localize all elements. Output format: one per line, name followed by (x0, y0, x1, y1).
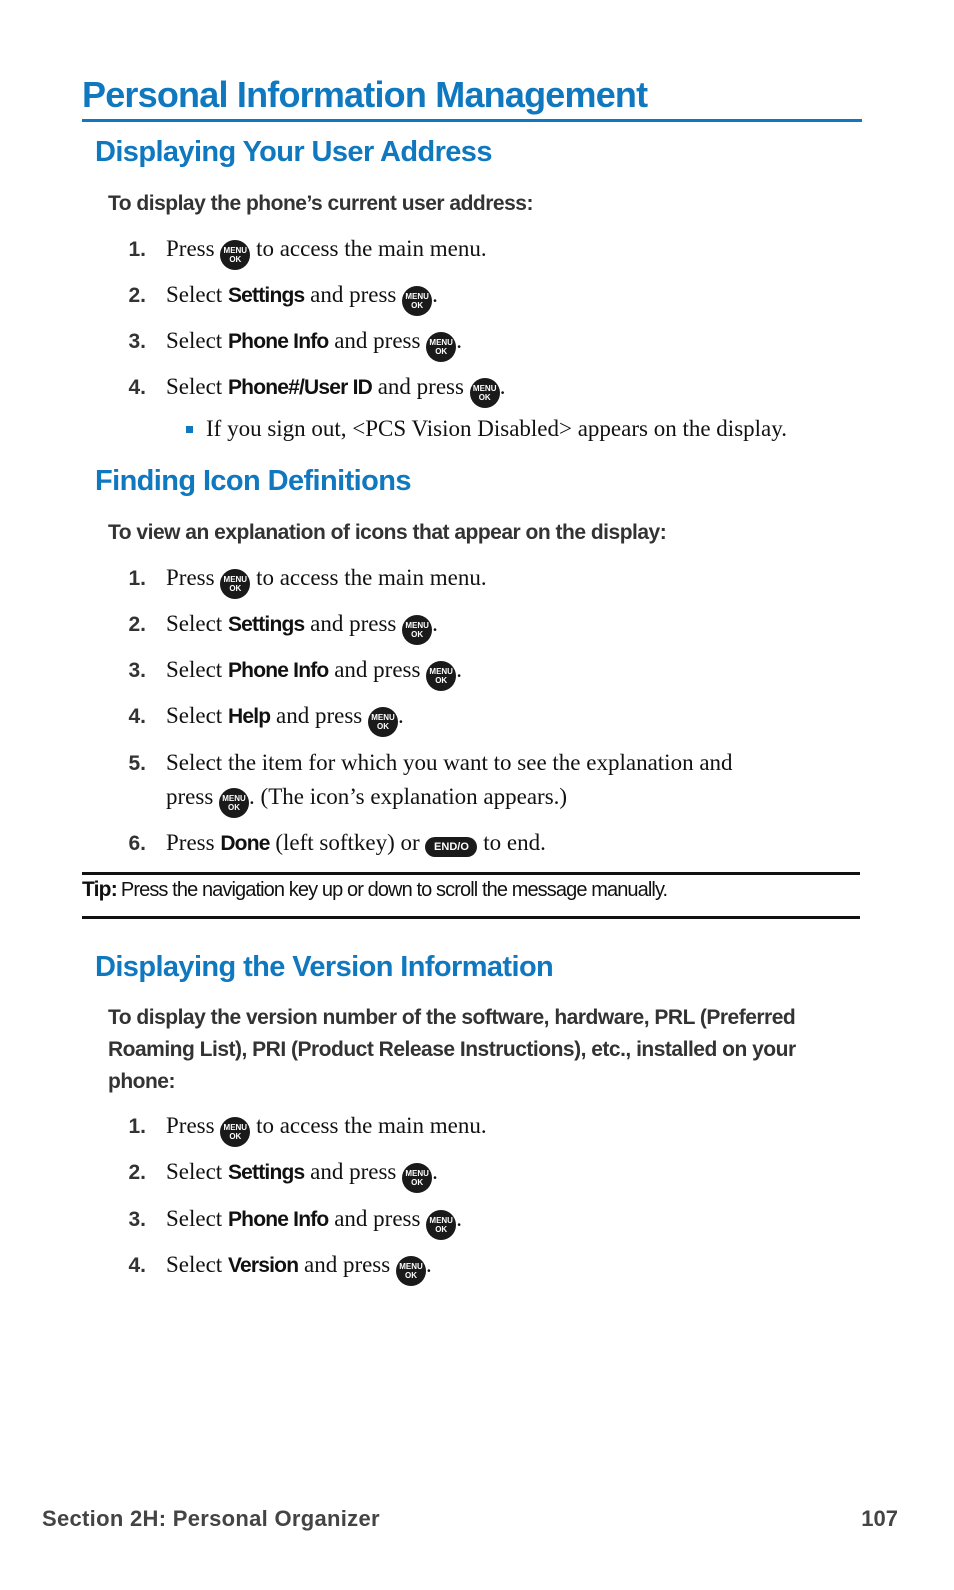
step-item (120, 1155, 850, 1191)
menu-keyword: Settings (227, 613, 305, 636)
step-text: Select Settings and press MENU OK . (166, 1155, 856, 1193)
menu-keyword: Phone Info (227, 330, 329, 353)
step-number: 2. (128, 613, 146, 636)
step-number: 5. (128, 752, 146, 775)
step-item (120, 1202, 850, 1238)
step-text: Select Phone#/User ID and press MENU OK . (166, 370, 856, 408)
step-number: 4. (128, 705, 146, 728)
step-number: 2. (128, 1161, 146, 1184)
step-item (120, 278, 850, 314)
menu-keyword: Help (227, 705, 271, 728)
footer-section-label: Section 2H: Personal Organizer (42, 1506, 380, 1531)
menu-ok-key-icon: MENU OK (220, 240, 250, 270)
step-number: 3. (128, 1208, 146, 1231)
title-underline (82, 119, 862, 122)
end-key-icon: END/O (425, 837, 477, 857)
menu-ok-key-icon: MENU OK (402, 615, 432, 645)
menu-keyword: Phone Info (227, 1208, 329, 1231)
step-item (120, 653, 850, 689)
step-text: Press Done (left softkey) or END/O to end. (166, 830, 546, 855)
step-item (120, 1248, 850, 1284)
softkey-keyword: Done (220, 832, 270, 855)
section-title-version: Displaying the Version Information (95, 951, 554, 983)
menu-keyword: Settings (227, 1161, 305, 1184)
step-item (120, 1109, 850, 1145)
tip-top-rule (82, 872, 860, 875)
menu-keyword: Settings (227, 284, 305, 307)
step-number: 3. (128, 330, 146, 353)
section-intro-icon-definitions: To view an explanation of icons that appear on the display: (108, 521, 667, 544)
menu-ok-key-icon: MENU OK (368, 707, 398, 737)
tip-text: Press the navigation key up or down to scroll the message manually. (120, 879, 668, 901)
menu-ok-key-icon: MENU OK (220, 1117, 250, 1147)
step-number: 2. (128, 284, 146, 307)
bullet-note (186, 414, 886, 444)
step-text: Select Phone Info and press MENU OK . (166, 324, 856, 362)
step-item (120, 607, 850, 643)
step-text: Select Version and press MENU OK . (166, 1248, 856, 1286)
step-text: Select Phone Info and press MENU OK . (166, 653, 856, 691)
menu-ok-key-icon: MENU OK (470, 378, 500, 408)
step-number: 1. (128, 238, 146, 261)
step-item (120, 826, 850, 862)
tip-box (82, 878, 860, 902)
step-item (120, 746, 850, 816)
menu-ok-key-icon: MENU OK (396, 1256, 426, 1286)
step-item (120, 324, 850, 360)
step-text: Press MENU OK to access the main menu. (166, 232, 856, 270)
step-number: 4. (128, 376, 146, 399)
step-number: 3. (128, 659, 146, 682)
menu-keyword: Version (227, 1254, 299, 1277)
step-item (120, 232, 850, 268)
section-intro-version: To display the version number of the software, hardware, PRL (Preferred Roaming List), PRI (Product Release Instructions), etc., installed on your phone: (108, 1006, 796, 1093)
menu-ok-key-icon: MENU OK (402, 286, 432, 316)
step-text: Select Help and press MENU OK . (166, 699, 856, 737)
menu-ok-key-icon: MENU OK (219, 788, 249, 818)
step-text: Press MENU OK to access the main menu. (166, 1109, 856, 1147)
page-title: Personal Information Management (82, 74, 648, 115)
step-text: Select Phone Info and press MENU OK . (166, 1202, 856, 1240)
menu-keyword: Phone Info (227, 659, 329, 682)
step-number: 1. (128, 1115, 146, 1138)
tip-label: Tip: (82, 878, 117, 901)
menu-ok-key-icon: MENU OK (220, 569, 250, 599)
menu-ok-key-icon: MENU OK (426, 332, 456, 362)
step-text: Press MENU OK to access the main menu. (166, 561, 856, 599)
section-intro-user-address: To display the phone’s current user address: (108, 192, 533, 215)
footer-page-number: 107 (861, 1506, 898, 1531)
tip-bottom-rule (82, 916, 860, 919)
step-item (120, 699, 850, 735)
menu-ok-key-icon: MENU OK (402, 1163, 432, 1193)
step-text: Select Settings and press MENU OK . (166, 278, 856, 316)
step-item (120, 561, 850, 597)
step-text: Select the item for which you want to see the explanation and press MENU OK . (The icon’s explanation appears.) (166, 746, 856, 818)
step-item (120, 370, 850, 406)
step-number: 1. (128, 567, 146, 590)
section-title-icon-definitions: Finding Icon Definitions (95, 465, 411, 497)
menu-keyword: Phone#/User ID (227, 376, 372, 399)
step-number: 6. (128, 832, 146, 855)
bullet-text: If you sign out, <PCS Vision Disabled> appears on the display. (206, 416, 787, 441)
step-number: 4. (128, 1254, 146, 1277)
section-title-user-address: Displaying Your User Address (95, 136, 492, 168)
menu-ok-key-icon: MENU OK (426, 661, 456, 691)
menu-ok-key-icon: MENU OK (426, 1210, 456, 1240)
bullet-square-icon (186, 426, 193, 433)
step-text: Select Settings and press MENU OK . (166, 607, 856, 645)
